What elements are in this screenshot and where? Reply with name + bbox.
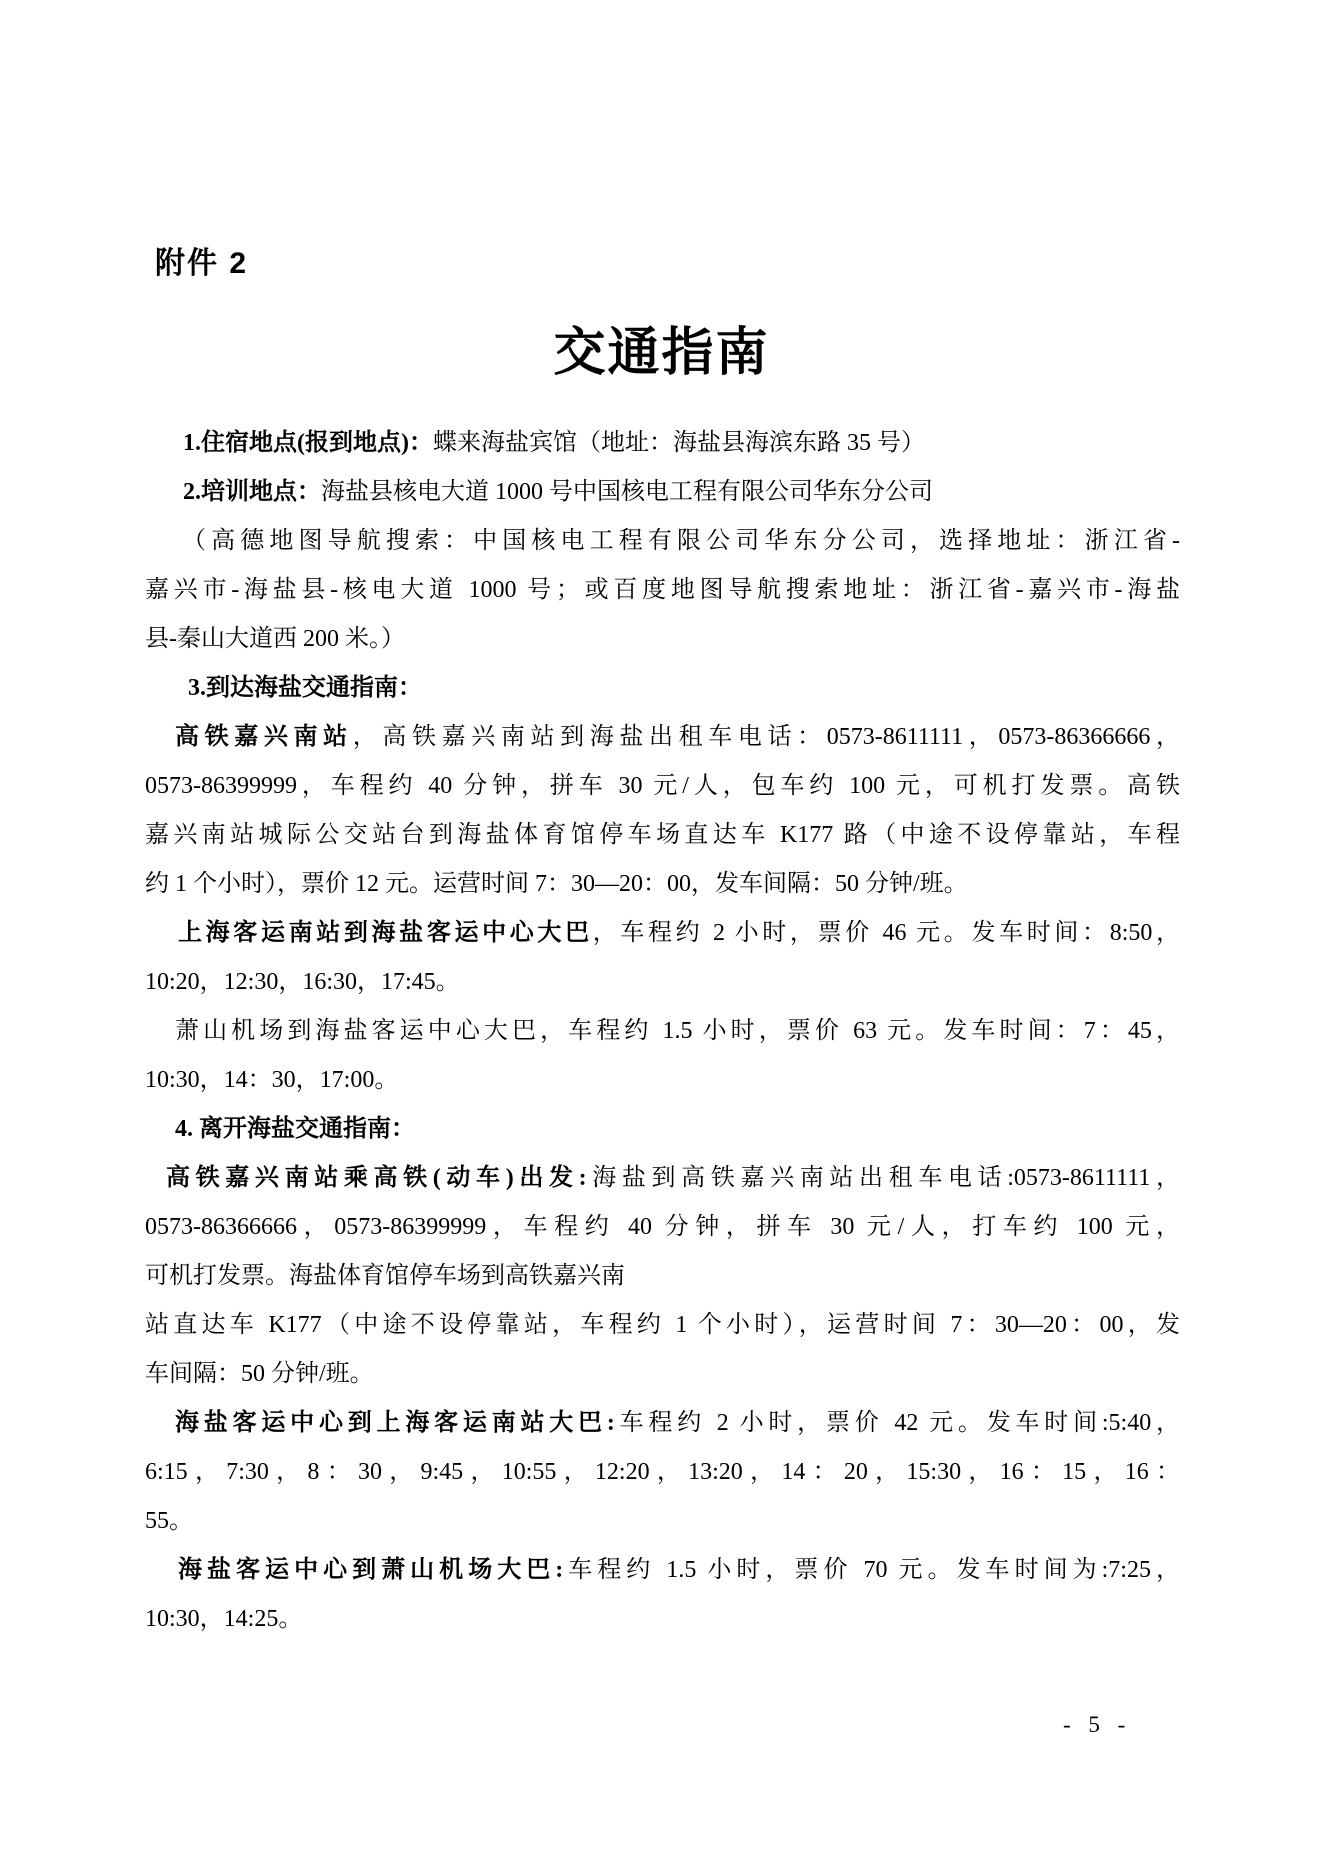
text-line — [145, 1546, 1180, 1595]
text-run: 10:20，12:30，16:30，17:45。 — [145, 969, 460, 995]
text-line — [145, 1203, 1180, 1252]
text-run: ，高铁嘉兴南站到海盐出租车电话：0573-8611111，0573-86366666， — [352, 724, 1181, 750]
text-run: 6:15，7:30，8：30，9:45，10:55，12:20，13:20，14：20，15:30，16：15，16： — [145, 1459, 1180, 1485]
text-run: 车间隔：50 分钟/班。 — [145, 1361, 374, 1387]
text-line — [145, 1154, 1180, 1203]
text-run: 可机打发票。海盐体育馆停车场到高铁嘉兴南 — [145, 1263, 625, 1289]
text-run: 蝶来海盐宾馆（地址：海盐县海滨东路 35 号） — [432, 430, 925, 456]
attachment-label: 附件 2 — [155, 247, 249, 280]
text-line — [145, 762, 1180, 811]
text-line — [145, 664, 1180, 713]
text-run-bold: 海盐客运中心到萧山机场大巴: — [178, 1557, 564, 1583]
text-run: （高德地图导航搜索：中国核电工程有限公司华东分公司，选择地址：浙江省- — [182, 528, 1180, 554]
text-run: 嘉兴南站城际公交站台到海盐体育馆停车场直达车 K177 路（中途不设停靠站，车程 — [145, 822, 1180, 848]
text-line — [145, 909, 1180, 958]
text-run: 10:30，14：30，17:00。 — [145, 1067, 399, 1093]
page-title: 交通指南 — [553, 325, 770, 382]
text-run: 10:30，14:25。 — [145, 1606, 303, 1632]
text-line — [145, 1301, 1180, 1350]
text-line — [145, 517, 1180, 566]
text-line — [145, 1105, 1180, 1154]
text-run: 嘉兴市-海盐县-核电大道 1000 号；或百度地图导航搜索地址：浙江省-嘉兴市-海盐 — [145, 577, 1180, 603]
text-run-bold: 高铁嘉兴南站乘高铁(动车)出发: — [166, 1165, 587, 1191]
text-line — [145, 713, 1180, 762]
page-number: - 5 - — [1063, 1712, 1132, 1737]
text-run-bold: 海盐客运中心到上海客运南站大巴: — [175, 1410, 615, 1436]
text-run: 海盐到高铁嘉兴南站出租车电话:0573-8611111， — [586, 1165, 1180, 1191]
text-run: 车程约 1.5 小时，票价 70 元。发车时间为:7:25， — [563, 1557, 1180, 1583]
text-line — [145, 468, 1180, 517]
document-lines — [145, 419, 1180, 1644]
text-line — [145, 615, 1180, 664]
text-run: 县-秦山大道西 200 米。） — [145, 626, 405, 652]
text-run-bold: 上海客运南站到海盐客运中心大巴 — [178, 920, 593, 946]
text-line — [145, 1252, 1180, 1301]
text-run-bold: 高铁嘉兴南站 — [175, 724, 353, 750]
text-run: 萧山机场到海盐客运中心大巴，车程约 1.5 小时，票价 63 元。发车时间：7：45， — [175, 1018, 1180, 1044]
text-line — [145, 1350, 1180, 1399]
text-run-bold: 4. 离开海盐交通指南： — [175, 1116, 415, 1142]
text-run: 站直达车 K177（中途不设停靠站，车程约 1 个小时），运营时间 7：30—20：00，发 — [145, 1312, 1180, 1338]
text-run: 0573-86366666，0573-86399999，车程约 40 分钟，拼车 30 元/人，打车约 100 元， — [145, 1214, 1180, 1240]
text-run: 海盐县核电大道 1000 号中国核电工程有限公司华东分公司 — [321, 479, 933, 505]
text-line — [145, 1497, 1180, 1546]
text-run: 车程约 2 小时，票价 42 元。发车时间:5:40， — [614, 1410, 1180, 1436]
text-line — [145, 1448, 1180, 1497]
text-run: 0573-86399999，车程约 40 分钟，拼车 30 元/人，包车约 100 元，可机打发票。高铁 — [145, 773, 1180, 799]
text-line — [145, 1595, 1180, 1644]
text-line — [145, 1056, 1180, 1105]
text-run: 约 1 个小时），票价 12 元。运营时间 7：30—20：00，发车间隔：50 分钟/班。 — [145, 871, 968, 897]
text-run-bold: 2.培训地点： — [183, 479, 321, 505]
text-line — [145, 1399, 1180, 1448]
text-run: ，车程约 2 小时，票价 46 元。发车时间：8:50， — [592, 920, 1181, 946]
text-line — [145, 419, 1180, 468]
text-line — [145, 1007, 1180, 1056]
text-line — [145, 566, 1180, 615]
text-line — [145, 958, 1180, 1007]
text-line — [145, 811, 1180, 860]
text-run: 55。 — [145, 1508, 193, 1534]
text-run-bold: 3.到达海盐交通指南： — [188, 675, 422, 701]
text-line — [145, 860, 1180, 909]
text-run-bold: 1.住宿地点(报到地点)： — [183, 430, 433, 456]
